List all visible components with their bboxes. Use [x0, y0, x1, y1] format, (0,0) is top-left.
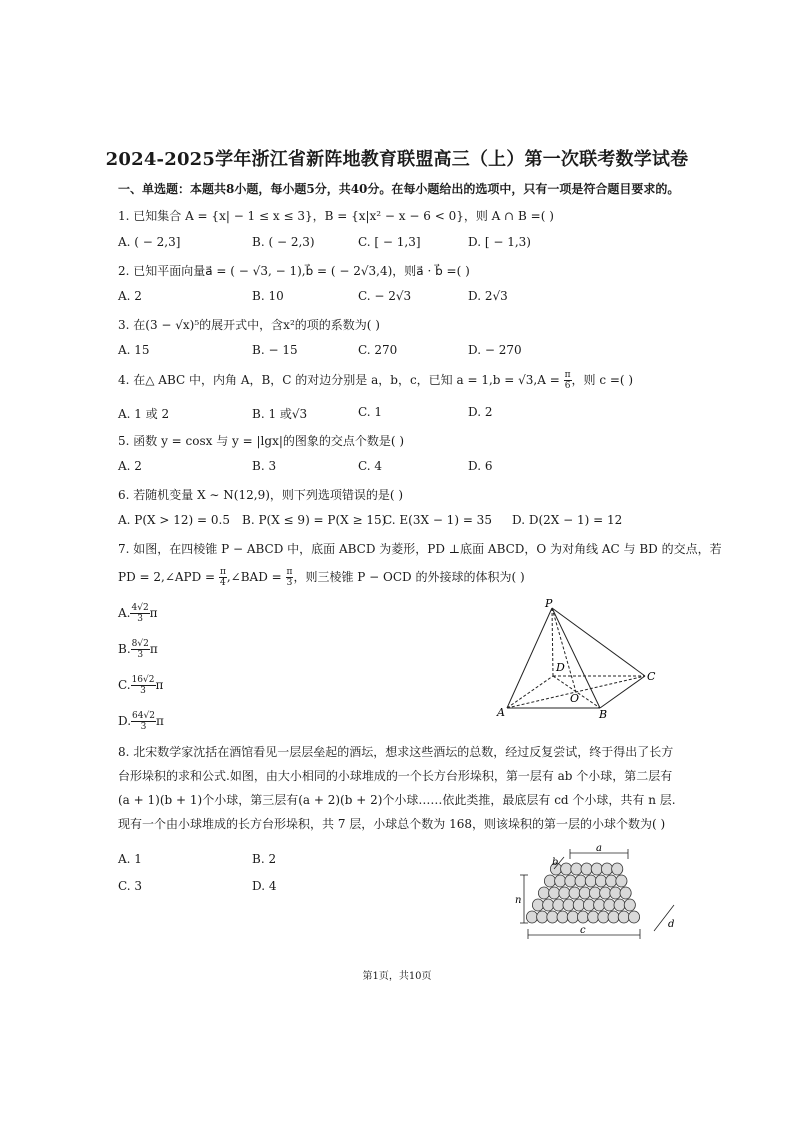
ball — [600, 887, 611, 899]
q4-option-d: D. 2 — [468, 405, 493, 419]
label-d: D — [556, 661, 565, 674]
ball — [563, 899, 574, 911]
ball — [543, 899, 554, 911]
ball-stack-figure — [514, 843, 686, 941]
question-8-stem: 8. 北宋数学家沈括在酒馆看见一层层垒起的酒坛，想求这些酒坛的总数，经过反复尝试，终于得出了长方台形垛积的求和公式.如图，由大小相同的小球堆成的一个长方台形垛积，第一层有 ab 个小球，第二层有(a + 1)(b + 1)个小球，第三层有(a + 2)(b + 2)个小球……依此类推，最底层有 cd 个小球，共有 n 层.现有一个由小球堆成的长方台形垛积，共 7 层，小球总个数为 168，则该垛积的第一层的小球个数为( ) — [118, 745, 676, 831]
q5-option-a: A. 2 — [118, 459, 142, 473]
ball — [538, 887, 549, 899]
q1-option-d: D. [ − 1,3) — [468, 235, 531, 249]
ball — [567, 911, 578, 923]
ball — [610, 887, 621, 899]
q2-option-b: B. 10 — [252, 289, 284, 303]
ball — [598, 911, 609, 923]
q4-stem-pre: 4. 在△ ABC 中，内角 A，B，C 的对边分别是 a，b，c，已知 a = 1,b = √3,A = — [118, 373, 564, 387]
dim-d: d — [668, 919, 675, 930]
q8-option-a: A. 1 — [118, 852, 142, 866]
ball — [555, 875, 566, 887]
question-2-stem: 2. 已知平面向量a⃗ = ( − √3, − 1),b⃗ = ( − 2√3,4)，则a⃗ · b⃗ =( ) — [118, 264, 470, 278]
question-1-stem: 1. 已知集合 A = {x| − 1 ≤ x ≤ 3}，B = {x|x² − x − 6 < 0}，则 A ∩ B =( ) — [118, 209, 554, 223]
q4-fraction: $\frac{\pi}{6}$ — [564, 370, 571, 391]
q5-option-d: D. 6 — [468, 459, 493, 473]
q2-option-c: C. − 2√3 — [358, 289, 412, 303]
q5-option-b: B. 3 — [252, 459, 277, 473]
ball — [544, 875, 555, 887]
ball — [604, 899, 615, 911]
ball — [561, 863, 572, 875]
ball — [612, 863, 623, 875]
ball — [595, 875, 606, 887]
q7-option-b: B. $\frac{8√2}{3}$ π — [118, 639, 158, 660]
q7-fraction-2: $\frac{\pi}{3}$ — [286, 567, 293, 588]
ball — [589, 887, 600, 899]
q2-option-a: A. 2 — [118, 289, 142, 303]
q7-option-d: D. $\frac{64√2}{3}$ π — [118, 711, 164, 732]
q3-option-d: D. − 270 — [468, 343, 522, 357]
ball — [594, 899, 605, 911]
ball — [581, 863, 592, 875]
ball — [591, 863, 602, 875]
question-7-line-2: PD = 2,∠APD = $\frac{\pi}{4}$ ,∠BAD = $\frac{\pi}{3}$ ，则三棱锥 P − OCD 的外接球的体积为( ) — [118, 567, 525, 588]
ball — [608, 911, 619, 923]
ball — [585, 875, 596, 887]
ball — [526, 911, 537, 923]
ball — [559, 887, 570, 899]
label-o: O — [570, 692, 580, 705]
q4-option-c: C. 1 — [358, 405, 383, 419]
ball — [565, 875, 576, 887]
ball — [557, 911, 568, 923]
q4-option-a: A. 1 或 2 — [118, 407, 170, 421]
q5-option-c: C. 4 — [358, 459, 383, 473]
label-b: B — [599, 708, 608, 721]
q4-option-b: B. 1 或√3 — [252, 407, 308, 421]
q3-option-b: B. − 15 — [252, 343, 298, 357]
page-footer: 第1页，共10页 — [362, 971, 432, 982]
q6-option-c: C. E(3X − 1) = 35 — [383, 513, 492, 527]
q3-option-a: A. 15 — [118, 343, 150, 357]
ball — [553, 899, 564, 911]
ball — [577, 911, 588, 923]
q7-option-a: A. $\frac{4√2}{3}$ π — [118, 603, 158, 624]
ball — [547, 911, 558, 923]
q8-option-b: B. 2 — [252, 852, 277, 866]
q6-option-b: B. P(X ≤ 9) = P(X ≥ 15) — [242, 513, 387, 527]
question-4-stem — [118, 370, 633, 391]
pyramid-figure — [495, 598, 665, 723]
question-5-stem: 5. 函数 y = cosx 与 y = |lgx|的图象的交点个数是( ) — [118, 434, 405, 448]
q6-option-d: D. D(2X − 1) = 12 — [512, 513, 623, 527]
section-heading: 一、单选题：本题共8小题，每小题5分，共40分。在每小题给出的选项中，只有一项是符合题目要求的。 — [118, 182, 680, 196]
ball — [571, 863, 582, 875]
ball — [606, 875, 617, 887]
ball — [624, 899, 635, 911]
q7-option-c: C. $\frac{16√2}{3}$ π — [118, 675, 164, 696]
ball — [614, 899, 625, 911]
ball — [579, 887, 590, 899]
ball — [583, 899, 594, 911]
ball — [549, 887, 560, 899]
q8-option-d: D. 4 — [252, 879, 277, 893]
ball — [588, 911, 599, 923]
ball — [616, 875, 627, 887]
label-c: C — [647, 670, 656, 683]
q3-option-c: C. 270 — [358, 343, 398, 357]
ball — [537, 911, 548, 923]
ball — [618, 911, 629, 923]
dim-a: a — [596, 843, 602, 854]
q1-option-a: A. ( − 2,3] — [118, 235, 181, 249]
question-6-stem: 6. 若随机变量 X ∼ N(12,9)，则下列选项错误的是( ) — [118, 488, 404, 502]
dim-n: n — [515, 895, 522, 906]
label-a: A — [497, 706, 505, 719]
q4-stem-post: ，则 c =( ) — [571, 373, 634, 387]
dim-b: b — [552, 857, 559, 868]
page-title: 2024-2025学年浙江省新阵地教育联盟高三（上）第一次联考数学试卷 — [105, 149, 689, 170]
q7-fraction-1: $\frac{\pi}{4}$ — [219, 567, 226, 588]
q8-option-c: C. 3 — [118, 879, 143, 893]
q1-option-b: B. ( − 2,3) — [252, 235, 315, 249]
ball — [532, 899, 543, 911]
label-p: P — [545, 598, 553, 610]
q6-option-a: A. P(X > 12) = 0.5 — [118, 513, 230, 527]
ball — [628, 911, 639, 923]
ball — [575, 875, 586, 887]
question-3-stem: 3. 在(3 − √x)⁵的展开式中，含x²的项的系数为( ) — [118, 318, 380, 332]
question-7-line-1: 7. 如图，在四棱锥 P − ABCD 中，底面 ABCD 为菱形，PD ⊥底面 ABCD，O 为对角线 AC 与 BD 的交点，若 — [118, 542, 722, 556]
ball — [601, 863, 612, 875]
q1-option-c: C. [ − 1,3] — [358, 235, 421, 249]
ball — [569, 887, 580, 899]
ball — [573, 899, 584, 911]
q2-option-d: D. 2√3 — [468, 289, 508, 303]
dim-c: c — [580, 925, 586, 936]
ball — [620, 887, 631, 899]
